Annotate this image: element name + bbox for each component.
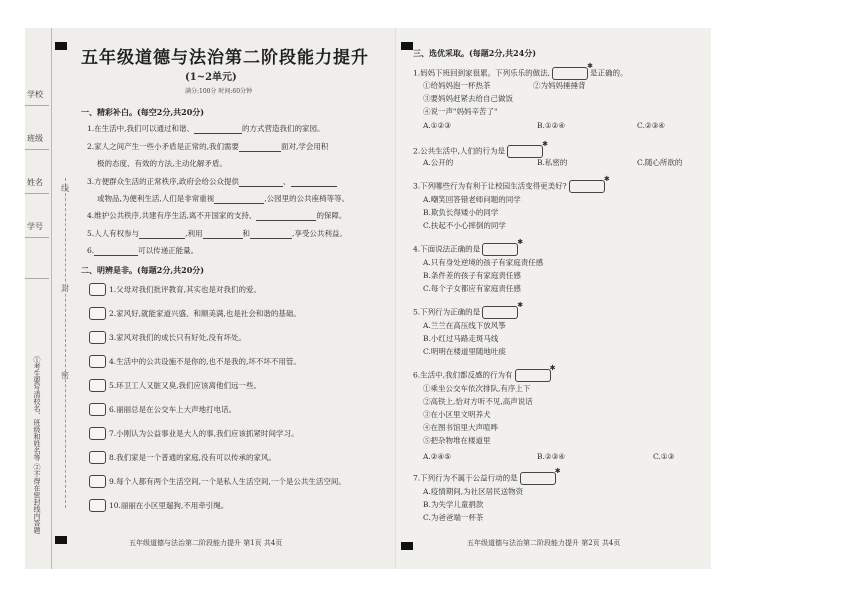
judge-item-3: 3.家风对我们的成长只有好处,没有坏处。: [109, 333, 247, 342]
q6-option-5: ⑤把杂物堆在楼道里: [423, 436, 491, 445]
section-3-heading: 三、选优采取。(每题2分,共24分): [413, 48, 537, 58]
page-title: 五年级道德与法治第二阶段能力提升: [81, 48, 369, 68]
q7-choice-b: B.为失学儿童捐款: [423, 500, 484, 509]
answer-box[interactable]: [89, 451, 106, 464]
answer-box[interactable]: [89, 379, 106, 392]
seal-line: [65, 178, 66, 508]
judge-item-1: 1.父母对我们批评教育,其实也是对我们的爱。: [109, 285, 262, 294]
q5-stem: 5.下列行为正确的是✱: [413, 306, 520, 319]
q3-stem: 3.下列哪些行为有利于让校园生活变得更美好?✱: [413, 180, 607, 193]
score-time-meta: 满分:100分 时间:60分钟: [185, 88, 253, 95]
fill-item-3: 3.方便群众生活的正常秩序,政府会给公众提供 、: [87, 177, 337, 187]
q1-option-3: ③要妈妈赶紧去给自己做饭: [423, 94, 513, 103]
seal-word-3: 密: [61, 371, 69, 380]
judge-item-4: 4.生活中的公共设施不是你的,也不是我的,坏不坏不用管。: [109, 357, 301, 366]
q1-option-4: ④说一声"妈妈辛苦了": [423, 107, 498, 116]
q4-choice-b: B.条件差的孩子有家庭责任感: [423, 271, 521, 280]
q2-choice-c: C.随心所欲的: [637, 158, 683, 167]
q6-choice-c: C.①③: [653, 452, 675, 461]
q1-option-2: ②为妈妈捶捶背: [533, 81, 586, 90]
page-subtitle: (1~2单元): [185, 72, 237, 83]
judge-item-8: 8.我们家是一个普通的家庭,没有可以传承的家风。: [109, 453, 277, 462]
q7-choice-c: C.为爸爸端一杯茶: [423, 513, 484, 522]
q7-choice-a: A.疫情期间,为社区居民送物资: [423, 487, 524, 496]
page-2: [397, 28, 711, 569]
fill-item-4: 4.维护公共秩序,共建有序生活,离不开国家的支持、 的保障。: [87, 211, 347, 220]
answer-blank[interactable]: [552, 67, 588, 80]
answer-box[interactable]: [89, 427, 106, 440]
answer-box[interactable]: [89, 331, 106, 344]
q6-option-3: ③在小区里文明养犬: [423, 410, 491, 419]
q6-stem: 6.生活中,我们都反感的行为有✱: [413, 369, 553, 382]
answer-box[interactable]: [89, 355, 106, 368]
binding-note: ①考生要写清校名、班级和姓名等 ②不得在密封线内答题: [33, 356, 41, 534]
answer-box[interactable]: [89, 475, 106, 488]
q4-stem: 4.下面说法正确的是✱: [413, 243, 520, 256]
q6-option-2: ②高铁上,恰对方听不见,高声说话: [423, 397, 533, 406]
q6-choice-b: B.②③④: [537, 452, 566, 461]
binding-margin: [25, 28, 52, 569]
answer-blank[interactable]: [569, 180, 605, 193]
q6-option-1: ①乘坐公交车依次排队,有序上下: [423, 384, 531, 393]
answer-blank[interactable]: [520, 472, 556, 485]
student-number-label: 学号: [27, 222, 43, 231]
answer-box[interactable]: [89, 283, 106, 296]
judge-item-9: 9.每个人都有两个生活空间,一个是私人生活空间,一个是公共生活空间。: [109, 477, 346, 486]
registration-mark: [401, 42, 413, 50]
q5-choice-a: A.兰兰在高压线下放风筝: [423, 321, 506, 330]
answer-blank[interactable]: [507, 145, 543, 158]
class-label: 班级: [27, 134, 43, 143]
q1-stem: 1.妈妈下班回到家很累。下列乐乐的做法,✱ 是正确的。: [413, 67, 628, 80]
q4-choice-a: A.只有身处逆境的孩子有家庭责任感: [423, 258, 544, 267]
answer-box[interactable]: [89, 403, 106, 416]
q3-choice-c: C.扶起不小心摔倒的同学: [423, 221, 506, 230]
q1-choice-c: C.②③④: [637, 121, 666, 130]
q2-choice-a: A.公开的: [423, 158, 454, 167]
school-label: 学校: [27, 90, 43, 99]
seal-word-2: 封: [61, 284, 69, 293]
q1-option-1: ①给妈妈泡一杯热茶: [423, 81, 491, 90]
fill-item-1: 1.在生活中,我们可以通过和谐、 的方式营造我们的家园。: [87, 124, 325, 133]
judge-item-10: 10.丽丽在小区里遛狗,不用牵引绳。: [109, 501, 229, 510]
answer-box[interactable]: [89, 499, 106, 512]
answer-blank[interactable]: [515, 369, 551, 382]
q6-choice-a: A.②④⑤: [423, 452, 451, 461]
section-1-heading: 一、精彩补白。(每空2分,共20分): [81, 107, 205, 117]
scanned-exam-photo: [25, 28, 711, 569]
fill-item-6: 6. 可以传递正能量。: [87, 246, 199, 255]
fill-item-3-cont: 或物品,为便利生活,人们是非常重视 ,公园里的公共座椅等等。: [97, 194, 350, 203]
q1-choice-a: A.①②③: [423, 121, 451, 130]
q5-choice-c: C.明明在楼道里随地吐痰: [423, 347, 506, 356]
fill-item-2-cont: 极的态度、有效的方法,主动化解矛盾。: [97, 159, 227, 168]
q1-choice-b: B.①②④: [537, 121, 566, 130]
q3-choice-a: A.嘲笑回答错老师问题的同学: [423, 195, 521, 204]
answer-box[interactable]: [89, 307, 106, 320]
judge-item-6: 6.丽丽总是在公交车上大声地打电话。: [109, 405, 237, 414]
q2-stem: 2.公共生活中,人们的行为是✱: [413, 145, 545, 158]
registration-mark: [55, 536, 67, 544]
q2-choice-b: B.私密的: [537, 158, 568, 167]
judge-item-2: 2.家风好,就能家道兴盛、和顺美满,也是社会和谐的基础。: [109, 309, 301, 318]
page-1-footer: 五年级道德与法治第二阶段能力提升 第1页 共4页: [129, 539, 283, 547]
answer-blank[interactable]: [482, 243, 518, 256]
fill-item-2: 2.家人之间产生一些小矛盾是正常的,我们需要 面对,学会用积: [87, 142, 329, 151]
registration-mark: [55, 42, 67, 50]
page-1: [25, 28, 397, 569]
q3-choice-b: B.欺负长得矮小的同学: [423, 208, 499, 217]
registration-mark: [401, 542, 413, 550]
page-2-footer: 五年级道德与法治第二阶段能力提升 第2页 共4页: [467, 539, 621, 547]
fill-item-5: 5.人人有权参与 ,利用 和 ,享受公共利益。: [87, 229, 347, 238]
judge-item-5: 5.环卫工人又脏又臭,我们应该离他们远一些。: [109, 381, 262, 390]
answer-blank[interactable]: [482, 306, 518, 319]
q4-choice-c: C.每个子女都应有家庭责任感: [423, 284, 521, 293]
q7-stem: 7.下列行为不属于公益行动的是✱: [413, 472, 558, 485]
seal-word-1: 线: [61, 184, 69, 193]
q6-option-4: ④在图书馆里大声喧哗: [423, 423, 498, 432]
judge-item-7: 7.小刚认为公益事业是大人的事,我们应该抓紧时间学习。: [109, 429, 299, 438]
name-label: 姓名: [27, 178, 43, 187]
q5-choice-b: B.小红过马路走斑马线: [423, 334, 499, 343]
section-2-heading: 二、明辨是非。(每题2分,共20分): [81, 265, 205, 275]
